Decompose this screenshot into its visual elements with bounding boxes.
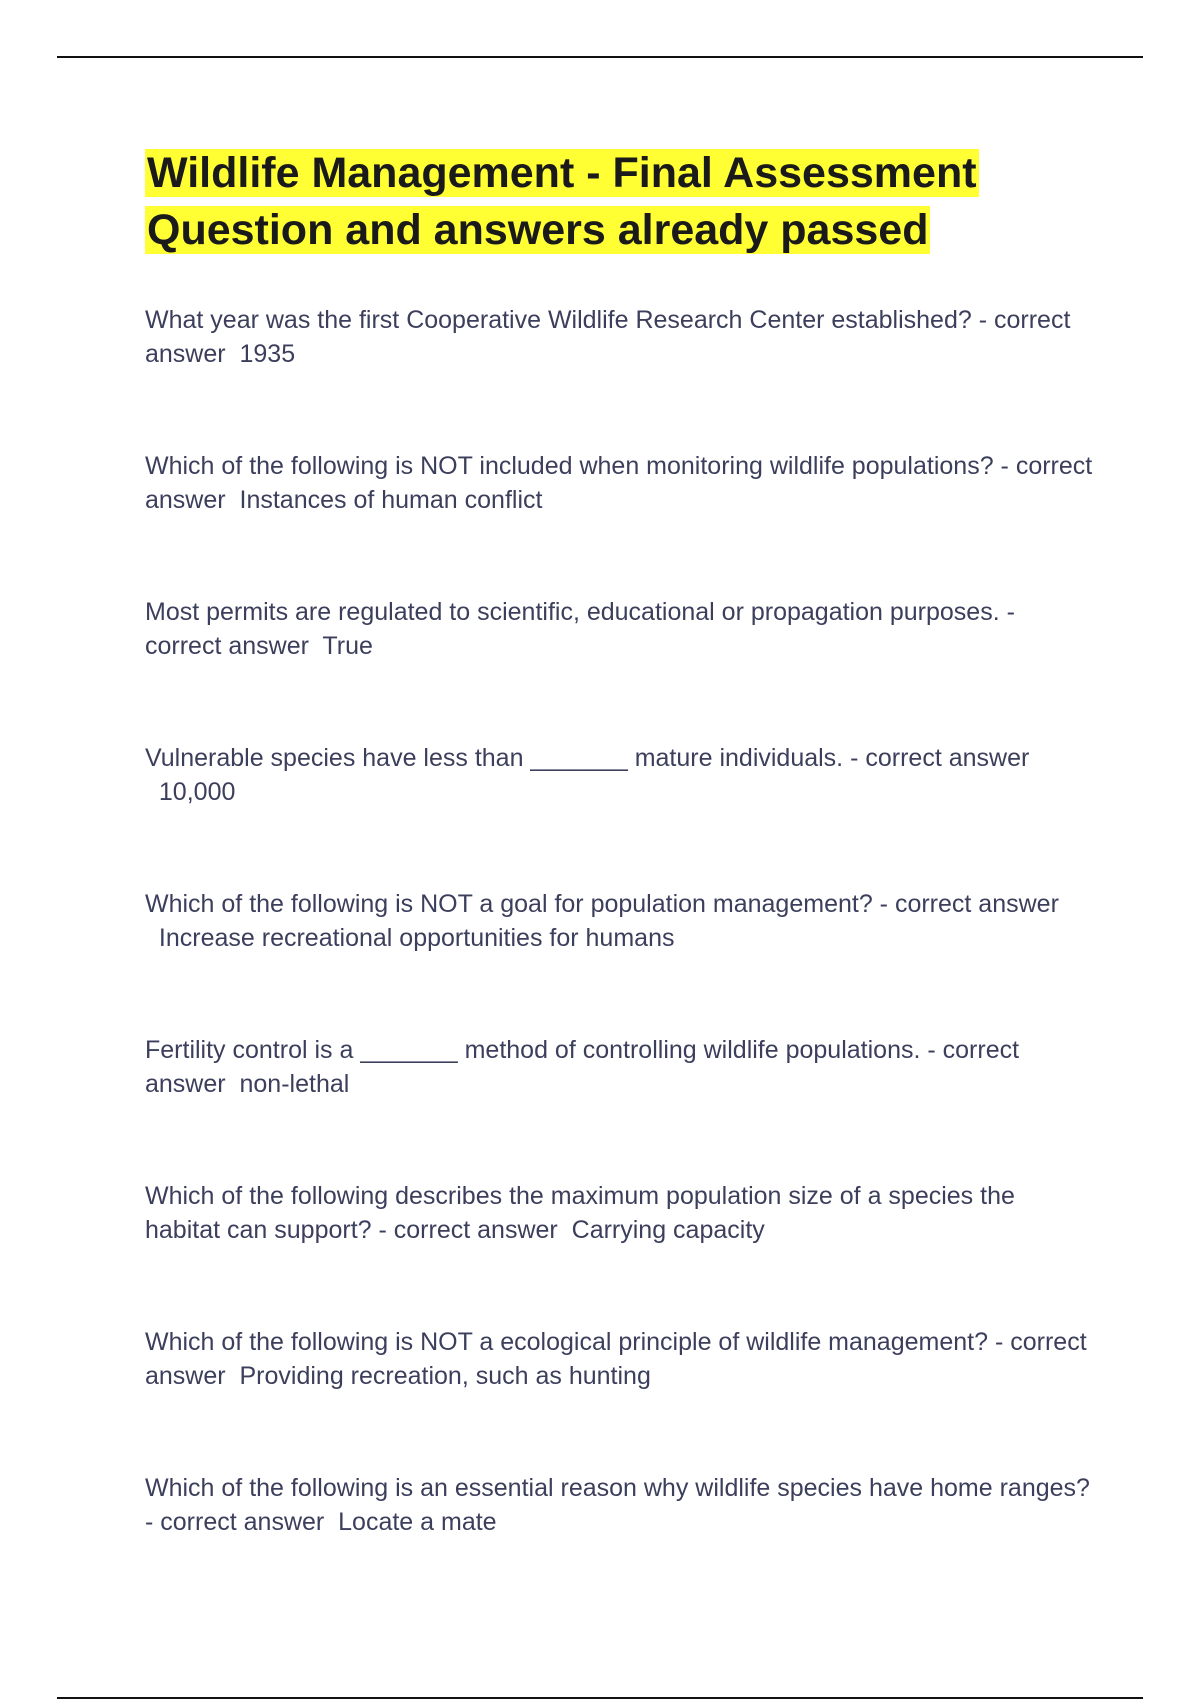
question-text: Which of the following is NOT a goal for population management? -	[145, 890, 888, 918]
question-text: Vulnerable species have less than _______ mature individuals. -	[145, 744, 859, 772]
answer-text: Carrying capacity	[571, 1216, 765, 1244]
question-text: What year was the first Cooperative Wildlife Research Center established? -	[145, 306, 988, 334]
qa-item	[145, 303, 1095, 371]
answer-text: non-lethal	[239, 1070, 350, 1098]
answer-text: 10,000	[158, 778, 236, 806]
answer-text: True	[322, 632, 373, 660]
qa-item	[145, 887, 1095, 955]
qa-item	[145, 1325, 1095, 1393]
answer-prefix: correct answer	[145, 306, 1071, 368]
question-text: Most permits are regulated to scientific, educational or propagation purposes. -	[145, 598, 1015, 626]
qa-item	[145, 449, 1095, 517]
question-text: Which of the following is NOT a ecological principle of wildlife management? -	[145, 1328, 1004, 1356]
answer-prefix: correct answer	[145, 632, 309, 660]
answer-prefix: correct answer	[865, 744, 1030, 772]
qa-item	[145, 1179, 1095, 1247]
question-text: Which of the following is NOT included when monitoring wildlife populations? -	[145, 452, 1009, 480]
footer-rule	[57, 1697, 1143, 1699]
answer-text: Instances of human conflict	[239, 486, 543, 514]
qa-item	[145, 1471, 1095, 1539]
header-rule	[57, 56, 1143, 58]
answer-text: Providing recreation, such as hunting	[239, 1362, 651, 1390]
question-text: Which of the following is an essential reason why wildlife species have home ranges? -	[145, 1474, 1090, 1536]
document-body	[145, 145, 1095, 1617]
question-text: Which of the following describes the maximum population size of a species the habitat can support? -	[145, 1182, 1015, 1244]
title-highlight: Wildlife Management - Final Assessment Question and answers already passed	[147, 149, 977, 254]
answer-text: Increase recreational opportunities for humans	[158, 924, 675, 952]
answer-text: 1935	[239, 340, 296, 368]
qa-item	[145, 741, 1095, 809]
answer-prefix: correct answer	[894, 890, 1059, 918]
answer-prefix: correct answer	[393, 1216, 558, 1244]
answer-prefix: correct answer	[145, 1036, 1020, 1098]
document-title	[145, 145, 1095, 259]
qa-item	[145, 1033, 1095, 1101]
question-text: Fertility control is a _______ method of controlling wildlife populations. -	[145, 1036, 936, 1064]
answer-prefix: correct answer	[145, 452, 1093, 514]
qa-item	[145, 595, 1095, 663]
answer-prefix: correct answer	[160, 1508, 325, 1536]
answer-text: Locate a mate	[338, 1508, 497, 1536]
answer-prefix: correct answer	[145, 1328, 1087, 1390]
